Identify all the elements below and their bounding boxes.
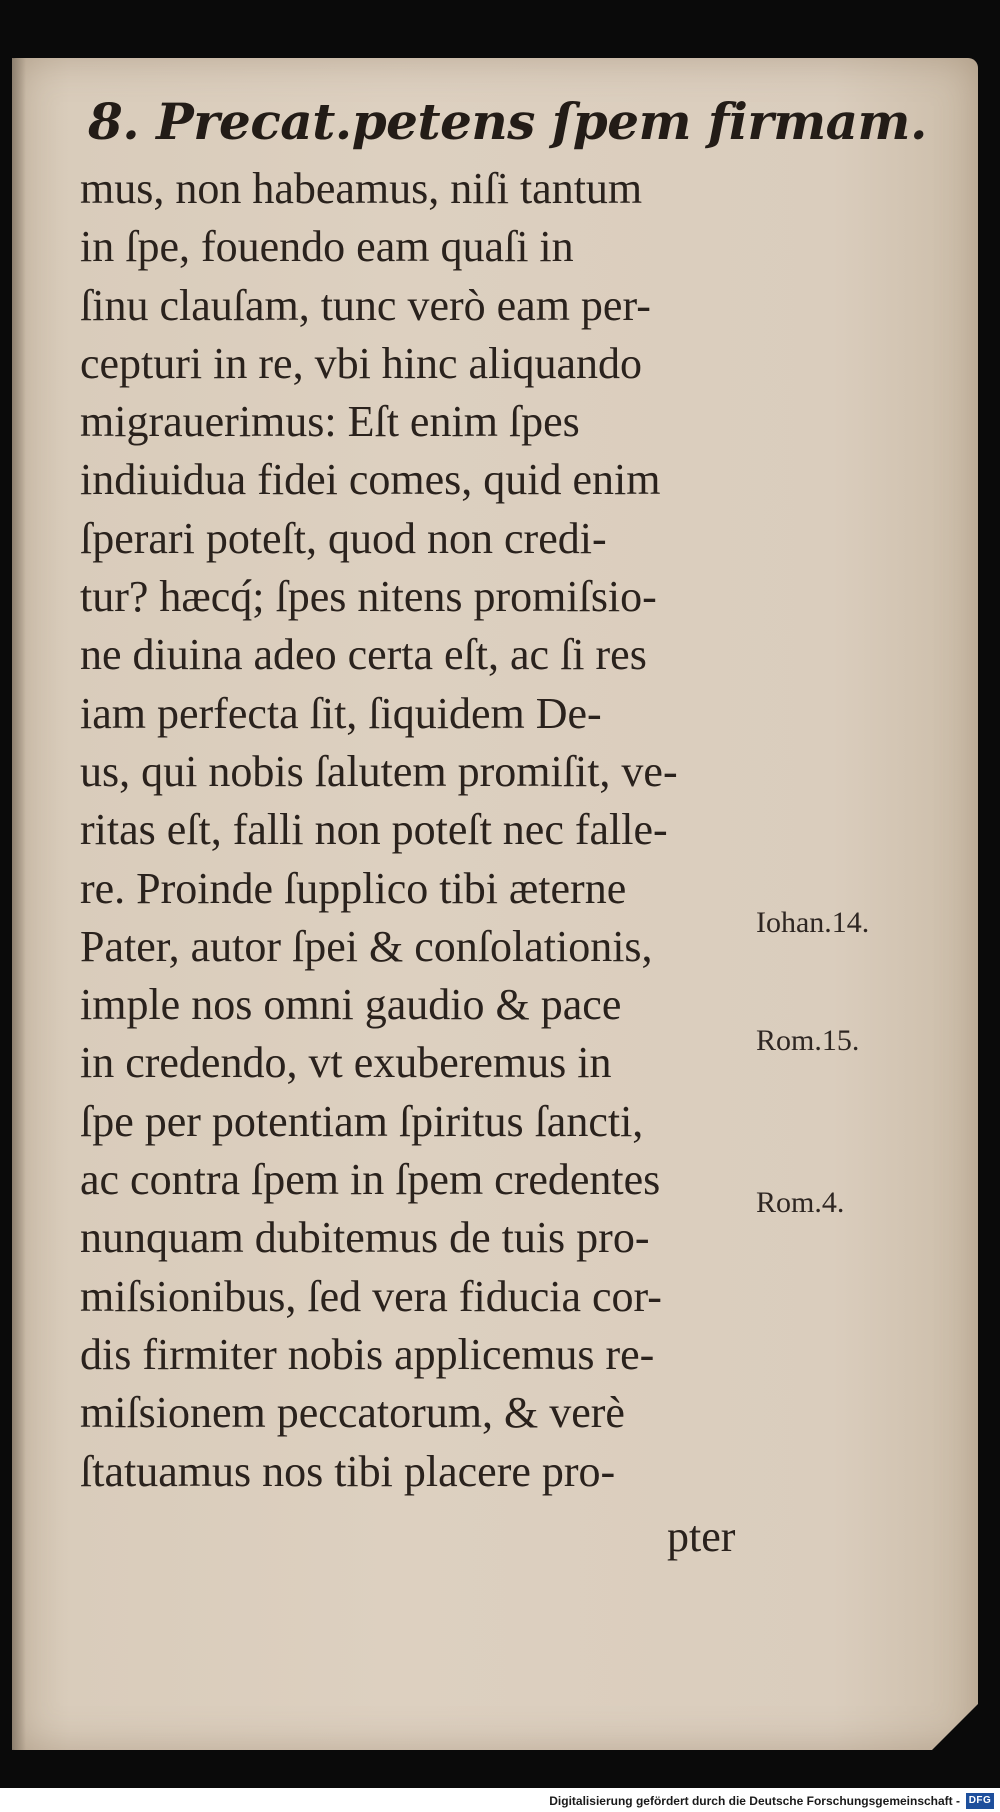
footer-bar: [0, 1788, 1000, 1812]
text-line: ac contra ſpem in ſpem credentes: [80, 1155, 661, 1205]
marginal-note-rom-4: Rom.4.: [756, 1186, 845, 1219]
text-line: cepturi in re, vbi hinc aliquando: [80, 338, 643, 388]
text-line: mus, non habeamus, niſi tantum: [80, 164, 643, 213]
marginal-note-iohan: Iohan.14.: [756, 906, 870, 939]
text-line: indiuidua fidei comes, quid enim: [80, 455, 661, 505]
text-line: ne diuina adeo certa eſt, ac ſi res: [80, 630, 647, 680]
marginal-note-rom-15: Rom.15.: [756, 1024, 860, 1057]
text-line: tur? hæcq́; ſpes nitens promiſsio-: [80, 572, 657, 622]
text-line: miſsionem peccatorum, & verè: [80, 1388, 625, 1438]
text-line: imple nos omni gaudio & pace: [80, 980, 622, 1030]
text-line: migrauerimus: Eſt enim ſpes: [80, 397, 580, 447]
text-line: in ſpe, fouendo eam quaſi in: [80, 222, 574, 272]
torn-page-corner: [932, 1704, 978, 1750]
running-head: 8. Precat.petens ſpem firmam.: [88, 92, 927, 151]
text-line: ſtatuamus nos tibi placere pro-: [80, 1446, 616, 1496]
text-line: iam perfecta ſit, ſiquidem De-: [80, 688, 602, 738]
text-line: Pater, autor ſpei & conſolationis,: [80, 921, 653, 971]
text-line: re. Proinde ſupplico tibi æterne: [80, 863, 627, 913]
text-line: ſpe per potentiam ſpiritus ſancti,: [80, 1096, 644, 1146]
catchword: pter: [667, 1512, 736, 1561]
text-line: us, qui nobis ſalutem promiſit, ve-: [80, 746, 678, 796]
text-line: ſperari poteſt, quod non credi-: [80, 513, 607, 563]
text-line: miſsionibus, ſed vera fiducia cor-: [80, 1271, 662, 1321]
text-line: ritas eſt, falli non poteſt nec falle-: [80, 805, 668, 855]
body-text: [80, 160, 760, 1501]
dfg-logo-icon: DFG: [966, 1793, 994, 1809]
text-line: nunquam dubitemus de tuis pro-: [80, 1213, 650, 1263]
footer-credit: Digitalisierung gefördert durch die Deutsche Forschungsgemeinschaft -: [549, 1794, 960, 1808]
text-line: dis firmiter nobis applicemus re-: [80, 1329, 655, 1379]
text-line: in credendo, vt exuberemus in: [80, 1038, 612, 1088]
text-line: ſinu clauſam, tunc verò eam per-: [80, 280, 651, 330]
